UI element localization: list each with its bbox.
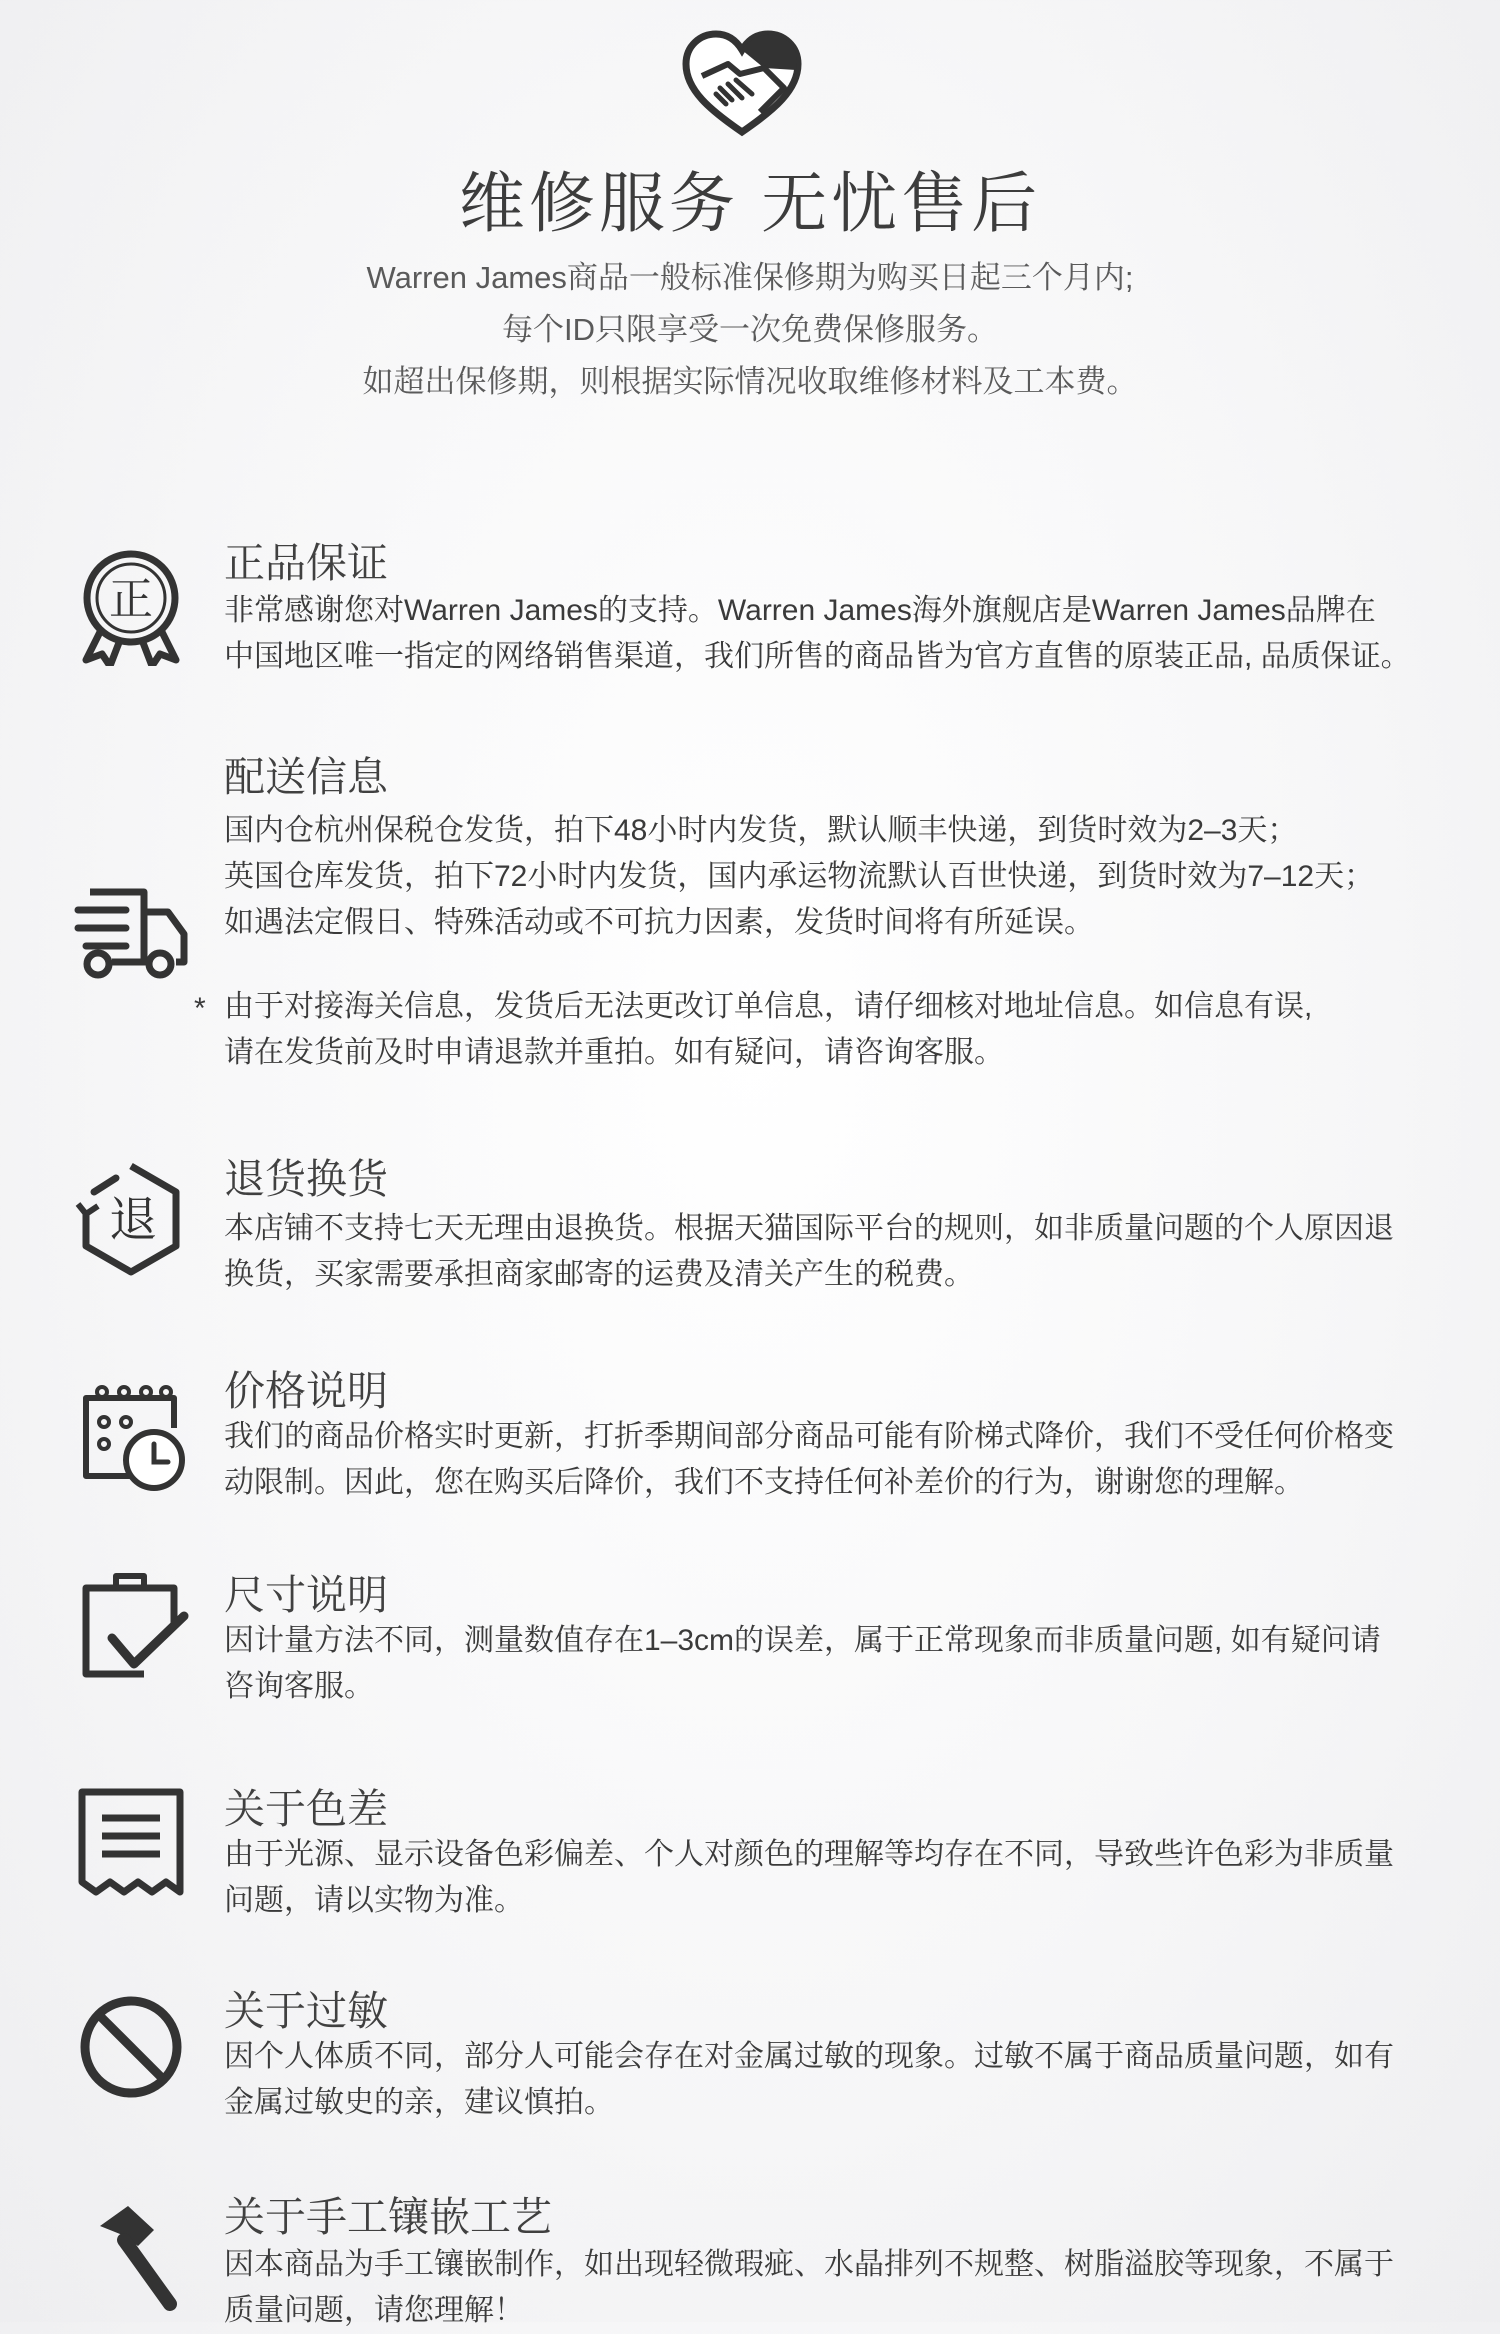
body-line: 因计量方法不同，测量数值存在1–3cm的误差，属于正常现象而非质量问题, 如有疑问请 <box>224 1624 1381 1657</box>
return-exchange-icon <box>72 1160 190 1278</box>
section-body <box>224 2242 1464 2334</box>
section-body <box>224 588 1464 680</box>
body-line: 由于光源、显示设备色彩偏差、个人对颜色的理解等均存在不同，导致些许色彩为非质量 <box>224 1838 1394 1871</box>
calendar-clock-icon <box>72 1378 190 1496</box>
body-line: 咨询客服。 <box>224 1670 374 1703</box>
body-line: 质量问题，请您理解！ <box>224 2294 524 2327</box>
section-title: 正品保证 <box>224 540 388 586</box>
section-title: 尺寸说明 <box>224 1572 388 1618</box>
body-line: 因个人体质不同，部分人可能会存在对金属过敏的现象。过敏不属于商品质量问题，如有 <box>224 2040 1394 2073</box>
receipt-icon <box>72 1782 190 1900</box>
section-title: 配送信息 <box>224 754 388 800</box>
note-line: 由于对接海关信息，发货后无法更改订单信息，请仔细核对地址信息。如信息有误, <box>224 990 1313 1023</box>
heart-handshake-icon <box>680 28 804 140</box>
section-body <box>224 1618 1464 1710</box>
section-body <box>224 1832 1464 1924</box>
page-title: 维修服务 无忧售后 <box>458 166 1042 240</box>
warranty-intro <box>0 252 1500 408</box>
section-body <box>224 808 1464 946</box>
body-line: 英国仓库发货，拍下72小时内发货，国内承运物流默认百世快递，到货时效为7–12天； <box>224 860 1375 893</box>
customs-note <box>224 984 1464 1076</box>
note-asterisk: * <box>194 992 206 1025</box>
section-body <box>224 1414 1464 1506</box>
section-title: 关于手工镶嵌工艺 <box>224 2194 552 2240</box>
body-line: 本店铺不支持七天无理由退换货。根据天猫国际平台的规则，如非质量问题的个人原因退 <box>224 1212 1394 1245</box>
section-body <box>224 2034 1464 2126</box>
body-line: 问题，请以实物为准。 <box>224 1884 524 1917</box>
body-line: 换货，买家需要承担商家邮寄的运费及清关产生的税费。 <box>224 1258 974 1291</box>
body-line: 如遇法定假日、特殊活动或不可抗力因素，发货时间将有所延误。 <box>224 906 1094 939</box>
intro-line: 每个ID只限享受一次免费保修服务。 <box>502 312 998 347</box>
body-line: 动限制。因此，您在购买后降价，我们不支持任何补差价的行为，谢谢您的理解。 <box>224 1466 1304 1499</box>
section-body <box>224 1206 1464 1298</box>
body-line: 因本商品为手工镶嵌制作，如出现轻微瑕疵、水晶排列不规整、树脂溢胶等现象，不属于 <box>224 2248 1394 2281</box>
hammer-icon <box>72 2200 190 2318</box>
section-title: 关于色差 <box>224 1786 388 1832</box>
prohibited-icon <box>72 1988 190 2106</box>
body-line: 中国地区唯一指定的网络销售渠道，我们所售的商品皆为官方直售的原装正品, 品质保证。 <box>224 640 1411 673</box>
section-title: 关于过敏 <box>224 1988 388 2034</box>
intro-line: 如超出保修期，则根据实际情况收取维修材料及工本费。 <box>362 364 1138 399</box>
authentic-badge-icon <box>72 548 190 666</box>
body-line: 金属过敏史的亲，建议慎拍。 <box>224 2086 614 2119</box>
body-line: 国内仓杭州保税仓发货，拍下48小时内发货，默认顺丰快递，到货时效为2–3天； <box>224 814 1298 847</box>
intro-line: Warren James商品一般标准保修期为购买日起三个月内; <box>366 260 1134 295</box>
authentic-badge-char: 正 <box>109 574 153 625</box>
delivery-truck-icon <box>72 872 190 990</box>
clipboard-check-icon <box>72 1568 190 1686</box>
body-line: 我们的商品价格实时更新，打折季期间部分商品可能有阶梯式降价，我们不受任何价格变 <box>224 1420 1394 1453</box>
section-title: 价格说明 <box>224 1368 388 1414</box>
note-line: 请在发货前及时申请退款并重拍。如有疑问，请咨询客服。 <box>224 1036 1004 1069</box>
body-line: 非常感谢您对Warren James的支持。Warren James海外旗舰店是Warren James品牌在 <box>224 594 1376 627</box>
return-badge-char: 退 <box>108 1192 158 1248</box>
section-title: 退货换货 <box>224 1156 388 1202</box>
